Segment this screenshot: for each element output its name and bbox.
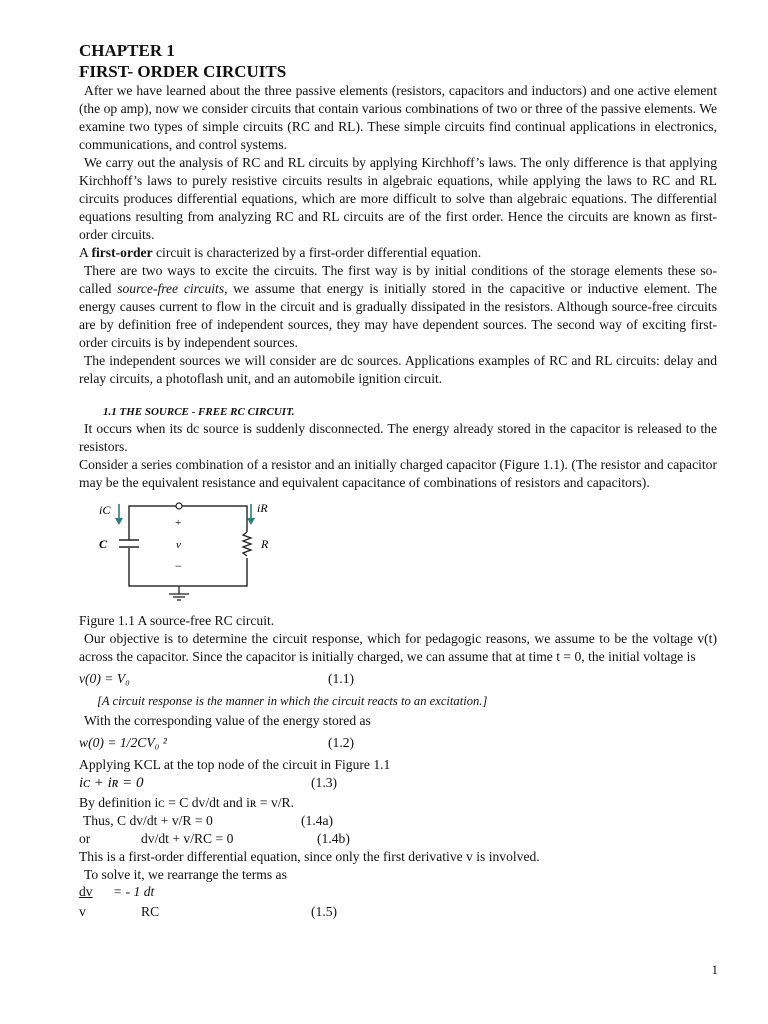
equation-1-1: v(0) = V₀ (1.1)	[79, 671, 355, 686]
equation-1-5-bottom: v RC (1.5)	[79, 904, 338, 919]
capacitor-label: C	[99, 537, 108, 551]
paragraph-objective: Our objective is to determine the circuit response, which for pedagogic reasons, we assume to be the voltage v(t) across the capacitor. Since the capacitor is initially charged, we can assume that at time t = 0, the initial voltage is	[79, 631, 717, 664]
chapter-label: CHAPTER 1	[79, 41, 175, 60]
figure-rc-circuit	[93, 498, 717, 606]
equation-1-4b: or dv/dt + v/RC = 0 (1.4b)	[79, 831, 350, 846]
eq-number-1-1: (1.1)	[328, 671, 355, 686]
paragraph-kirchhoff: We carry out the analysis of RC and RL circuits by applying Kirchhoff’s laws. The only difference is that applying Kirchhoff’s laws to purely resistive circuits results in algebraic equations, while applying the laws to RC and RL circuits produces differential equations, which are more difficult to solve than algebraic equations. The differential equations resulting from analyzing RC and RL circuits are of the first order. Hence the circuits are known as first-order circuits.	[79, 155, 717, 242]
eq-number-1-3: (1.3)	[311, 775, 338, 790]
top-node	[176, 503, 182, 509]
eq-number-1-4a: (1.4a)	[301, 813, 334, 828]
eq-number-1-2: (1.2)	[328, 735, 355, 750]
rc-circuit-diagram	[93, 498, 283, 606]
equation-1-3: iᴄ + iʀ = 0 (1.3)	[79, 775, 338, 791]
minus-sign: −	[175, 559, 182, 573]
paragraph-excitation: There are two ways to excite the circuits. The first way is by initial conditions of the storage elements these so-called source-free circuits, we assume that energy is initially stored in the capacitive or inductive element. The energy causes current to flow in the circuit and is gradually dissipated in the resistors. Although source-free circuits are by definition free of independent sources, they may have dependent sources. The second way of exciting first-order circuits is by independent sources.	[79, 263, 718, 350]
page-number: 1	[711, 962, 718, 977]
paragraph-intro: After we have learned about the three passive elements (resistors, capacitors and inductors) and one active element (the op amp), now we consider circuits that contain various combinations of two or three of the passive elements. We examine two types of simple circuits (RC and RL). These simple circuits find continual applications in electronics, communications, and control systems.	[79, 83, 717, 152]
source-free-term: source-free circuits	[117, 281, 225, 296]
voltage-label: v	[176, 539, 181, 551]
paragraph-kcl: Applying KCL at the top node of the circuit in Figure 1.1	[79, 757, 391, 772]
ic-label: iC	[99, 503, 111, 517]
equation-1-2: w(0) = 1/2CV₀ ² (1.2)	[79, 735, 355, 750]
paragraph-dc-sources: The independent sources we will consider are dc sources. Applications examples of RC and RL circuits: delay and relay circuits, a photoflash unit, and an automobile ignition circuit.	[79, 353, 717, 386]
paragraph-first-order-def: A first-order circuit is characterized by a first-order differential equation.	[79, 245, 482, 260]
first-order-term: first-order	[91, 245, 153, 260]
ir-label: iR	[257, 501, 268, 515]
section-heading: 1.1 THE SOURCE - FREE RC CIRCUIT.	[103, 406, 295, 418]
resistor-label: R	[261, 537, 269, 551]
eq-number-1-5: (1.5)	[311, 904, 338, 919]
eq-number-1-4b: (1.4b)	[317, 831, 350, 846]
circuit-loop	[129, 506, 247, 586]
paragraph-first-order-eq: This is a first-order differential equation, since only the first derivative v is involved.	[79, 849, 540, 864]
response-note: [A circuit response is the manner in which the circuit reacts to an excitation.]	[97, 694, 488, 708]
paragraph-energy: With the corresponding value of the energy stored as	[84, 713, 371, 728]
paragraph-disconnect: It occurs when its dc source is suddenly disconnected. The energy already stored in the capacitor is released to the resistors.	[79, 421, 717, 454]
equation-1-4a: Thus, C dv/dt + v/R = 0 (1.4a)	[83, 813, 334, 828]
document-page	[79, 40, 717, 924]
plus-sign: +	[175, 517, 182, 529]
paragraph-series: Consider a series combination of a resistor and an initially charged capacitor (Figure 1.1). (The resistor and capacitor may be the equivalent resistance and equivalent capacitance of combinations of resistors and capacitors).	[79, 457, 717, 490]
paragraph-rearrange: To solve it, we rearrange the terms as	[84, 867, 287, 882]
equation-1-5-top: dv = - 1 dt	[79, 884, 155, 899]
paragraph-definition: By definition iᴄ = C dv/dt and iʀ = v/R.	[79, 795, 294, 810]
chapter-title: FIRST- ORDER CIRCUITS	[79, 62, 287, 81]
figure-caption: Figure 1.1 A source-free RC circuit.	[79, 613, 275, 628]
